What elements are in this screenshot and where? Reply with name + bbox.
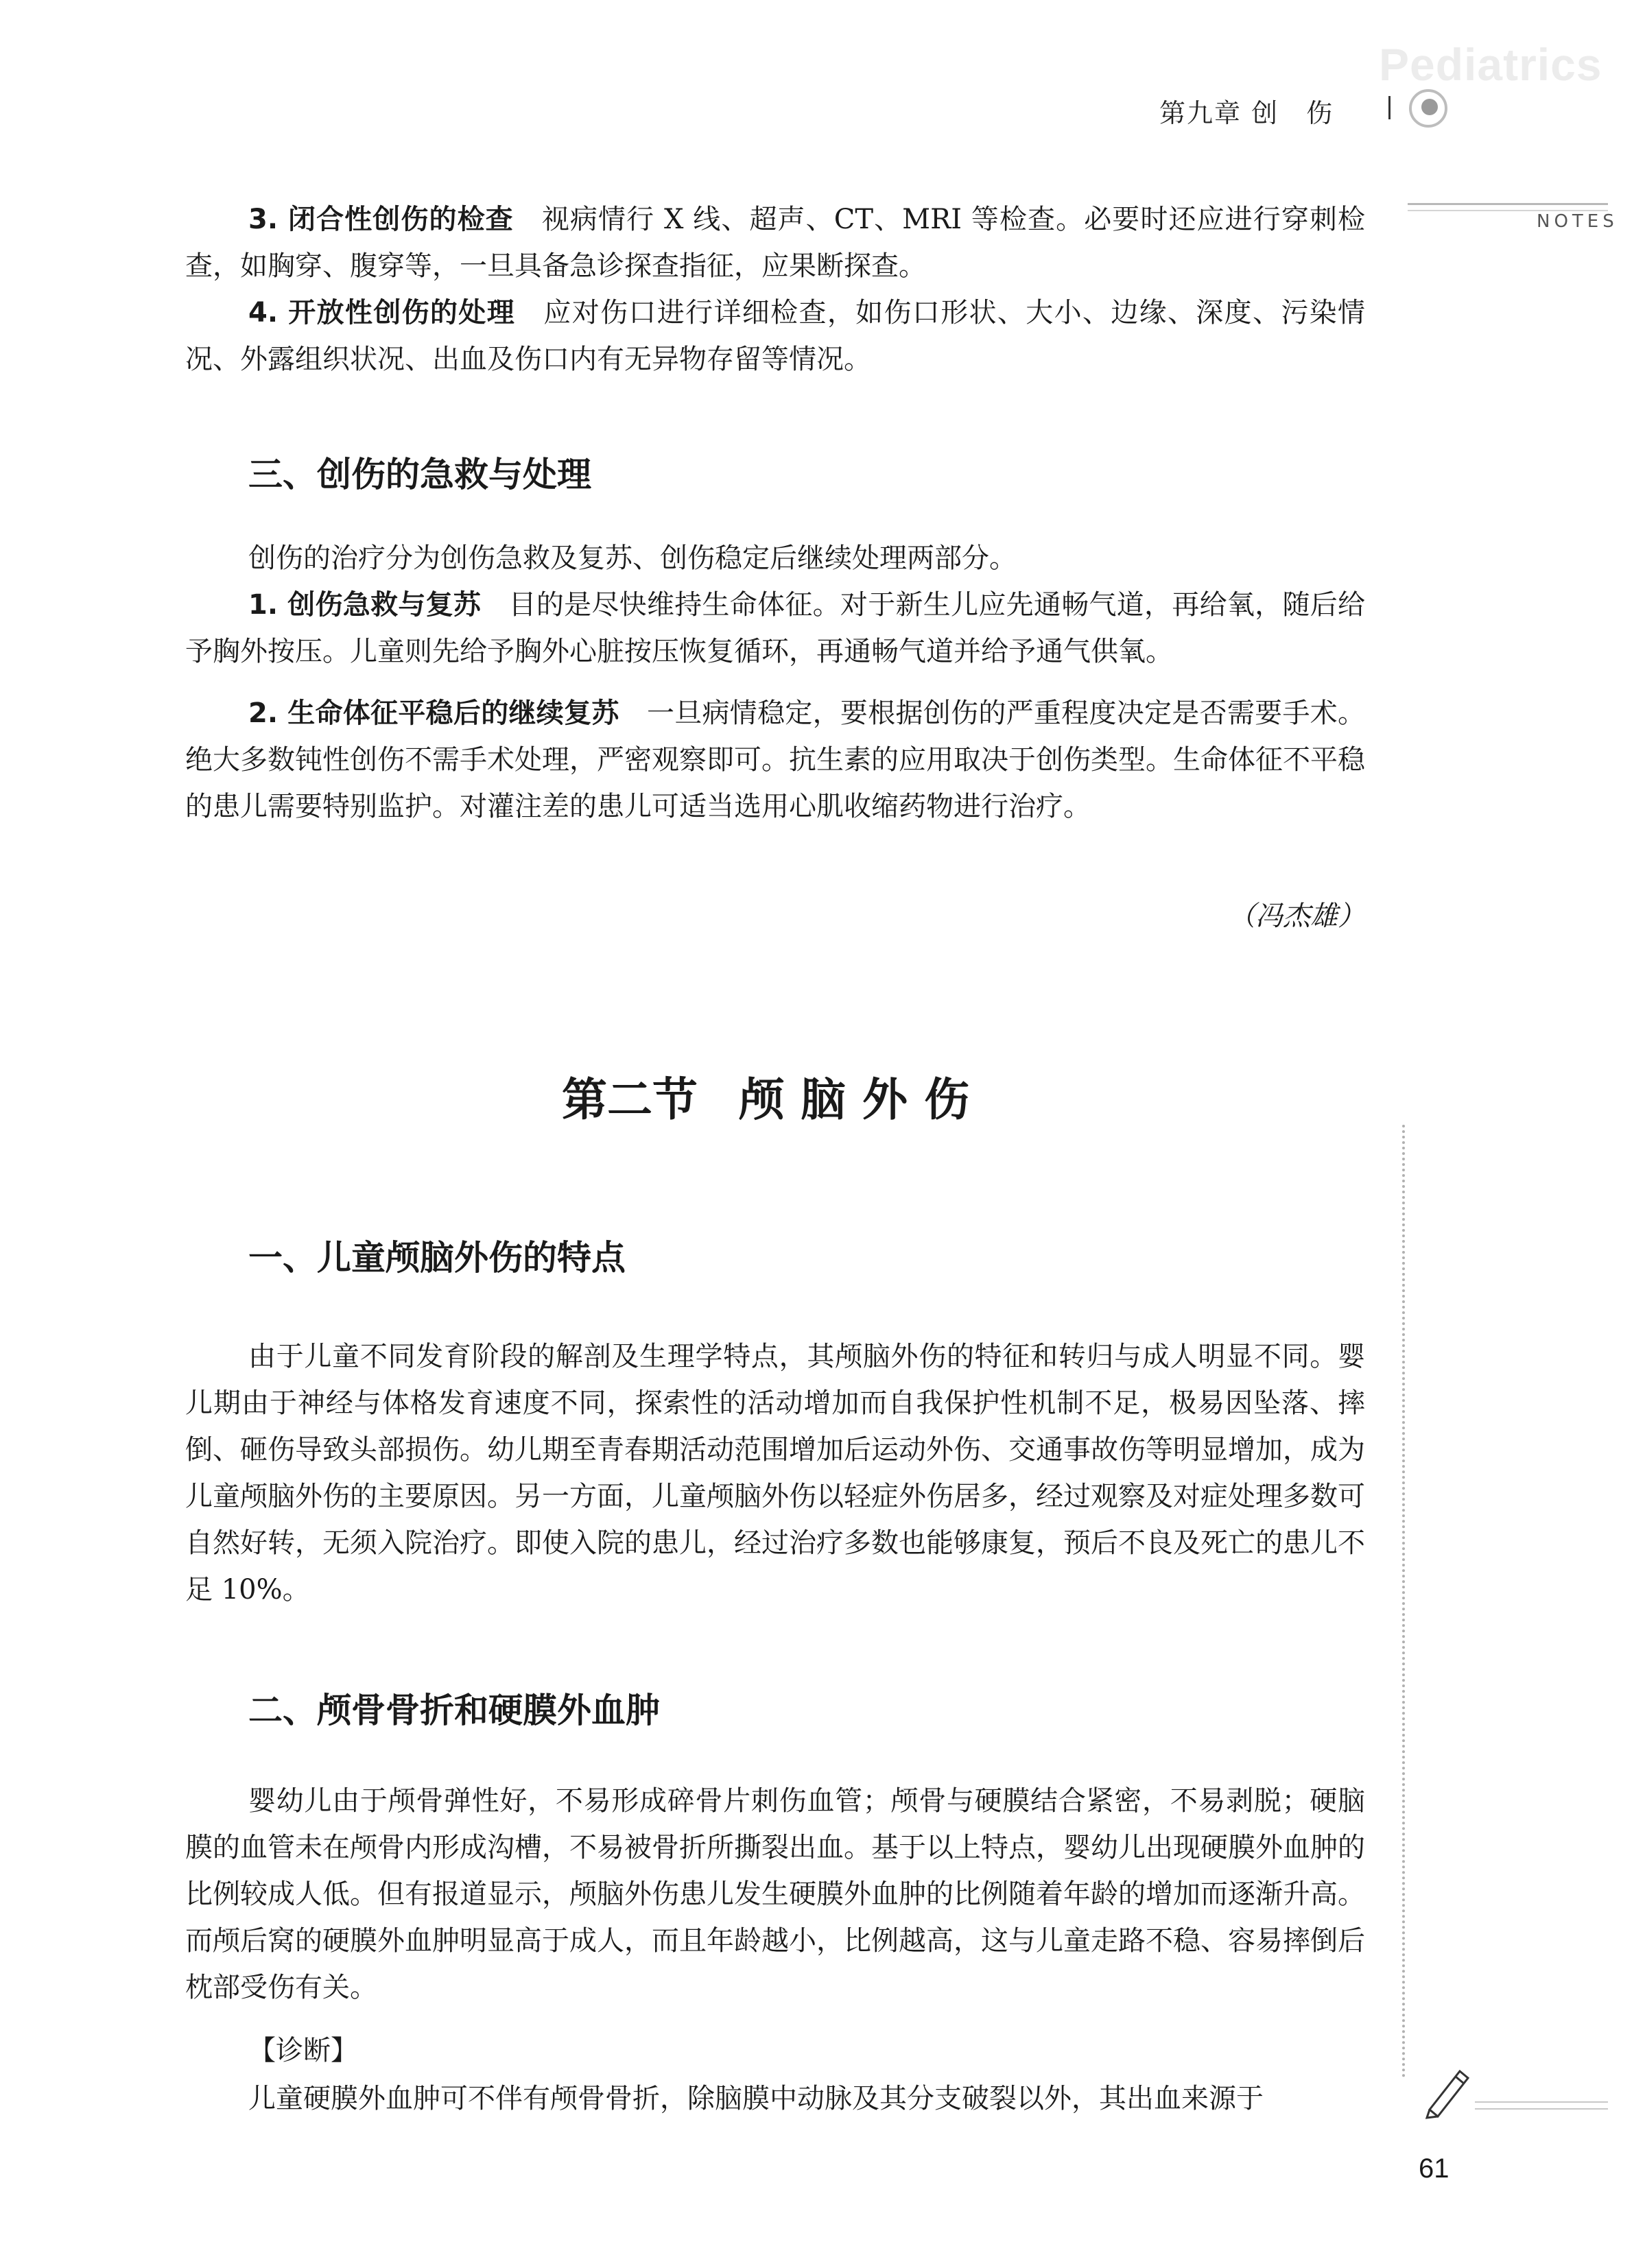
section-title — [0, 1063, 1548, 1128]
item-text: 目的是尽快维持生命体征。对于新生儿应先通畅气道，再给氧，随后给予胸外按压。儿童则先给予胸外心脏按压恢复循环，再通畅气道并给予通气供氧。 — [185, 589, 1366, 667]
diagnosis-label: 【诊断】 — [248, 2035, 358, 2066]
item-lead: 4. 开放性创伤的处理 — [248, 297, 516, 329]
notes-dotted-line — [1402, 1125, 1405, 2078]
paragraph-closed-injury-exam — [185, 196, 1365, 289]
author-credit: （冯杰雄） — [1228, 900, 1365, 932]
paragraph-open-injury-treatment — [185, 289, 1365, 383]
section-number: 第二节 — [562, 1073, 698, 1126]
brand-watermark: Pediatrics — [1379, 39, 1602, 90]
header-divider — [1388, 96, 1390, 119]
notes-bottom-rule — [1475, 2101, 1608, 2103]
paragraph-continued-resuscitation — [185, 690, 1365, 830]
page-number: 61 — [1419, 2153, 1449, 2184]
item-lead: 2. 生命体征平稳后的继续复苏 — [248, 697, 619, 729]
notes-label: NOTES — [1537, 211, 1618, 232]
item-text: 视病情行 X 线、超声、CT、MRI 等检查。必要时还应进行穿刺检查，如胸穿、腹穿等，一旦具备急诊探查指征，应果断探查。 — [185, 204, 1366, 282]
pediatrics-badge-icon — [1408, 88, 1449, 129]
item-text: 一旦病情稳定，要根据创伤的严重程度决定是否需要手术。绝大多数钝性创伤不需手术处理，严密观察即可。抗生素的应用取决于创伤类型。生命体征不平稳的患儿需要特别监护。对灌注差的患儿可适当选用心肌收缩药物进行治疗。 — [185, 697, 1366, 822]
item-text: 应对伤口进行详细检查，如伤口形状、大小、边缘、深度、污染情况、外露组织状况、出血及伤口内有无异物存留等情况。 — [185, 297, 1366, 375]
item-lead: 1. 创伤急救与复苏 — [248, 589, 482, 621]
notes-rule — [1408, 203, 1608, 205]
heading-features: 一、儿童颅脑外伤的特点 — [248, 1238, 626, 1278]
paragraph-first-aid-resuscitation — [185, 582, 1365, 675]
paragraph-diagnosis: 儿童硬膜外血肿可不伴有颅骨骨折，除脑膜中动脉及其分支破裂以外，其出血来源于 — [248, 2083, 1264, 2114]
heading-fracture-hematoma: 二、颅骨骨折和硬膜外血肿 — [248, 1691, 660, 1730]
section-name: 颅脑外伤 — [739, 1073, 986, 1126]
paragraph-intro: 创伤的治疗分为创伤急救及复苏、创伤稳定后继续处理两部分。 — [248, 542, 1017, 574]
paragraph-features: 由于儿童不同发育阶段的解剖及生理学特点，其颅脑外伤的特征和转归与成人明显不同。婴儿期由于神经与体格发育速度不同，探索性的活动增加而自我保护性机制不足，极易因坠落、摔倒、砸伤导致头部损伤。幼儿期至青春期活动范围增加后运动外伤、交通事故伤等明显增加，成为儿童颅脑外伤的主要原因。另一方面，儿童颅脑外伤以轻症外伤居多，经过观察及对症处理多数可自然好转，无须入院治疗。即使入院的患儿，经过治疗多数也能够康复，预后不良及死亡的患儿不足 10%。 — [185, 1341, 1365, 1605]
item-lead: 3. 闭合性创伤的检查 — [248, 204, 514, 235]
heading-first-aid: 三、创伤的急救与处理 — [248, 455, 591, 494]
pencil-icon — [1417, 2057, 1479, 2119]
paragraph-fracture-hematoma: 婴幼儿由于颅骨弹性好，不易形成碎骨片刺伤血管；颅骨与硬膜结合紧密，不易剥脱；硬脑膜的血管未在颅骨内形成沟槽，不易被骨折所撕裂出血。基于以上特点，婴幼儿出现硬膜外血肿的比例较成人低。但有报道显示，颅脑外伤患儿发生硬膜外血肿的比例随着年龄的增加而逐渐升高。而颅后窝的硬膜外血肿明显高于成人，而且年龄越小，比例越高，这与儿童走路不稳、容易摔倒后枕部受伤有关。 — [185, 1785, 1365, 2003]
chapter-title: 第九章 创 伤 — [1159, 98, 1334, 128]
notes-bottom-rule-secondary — [1475, 2108, 1608, 2110]
